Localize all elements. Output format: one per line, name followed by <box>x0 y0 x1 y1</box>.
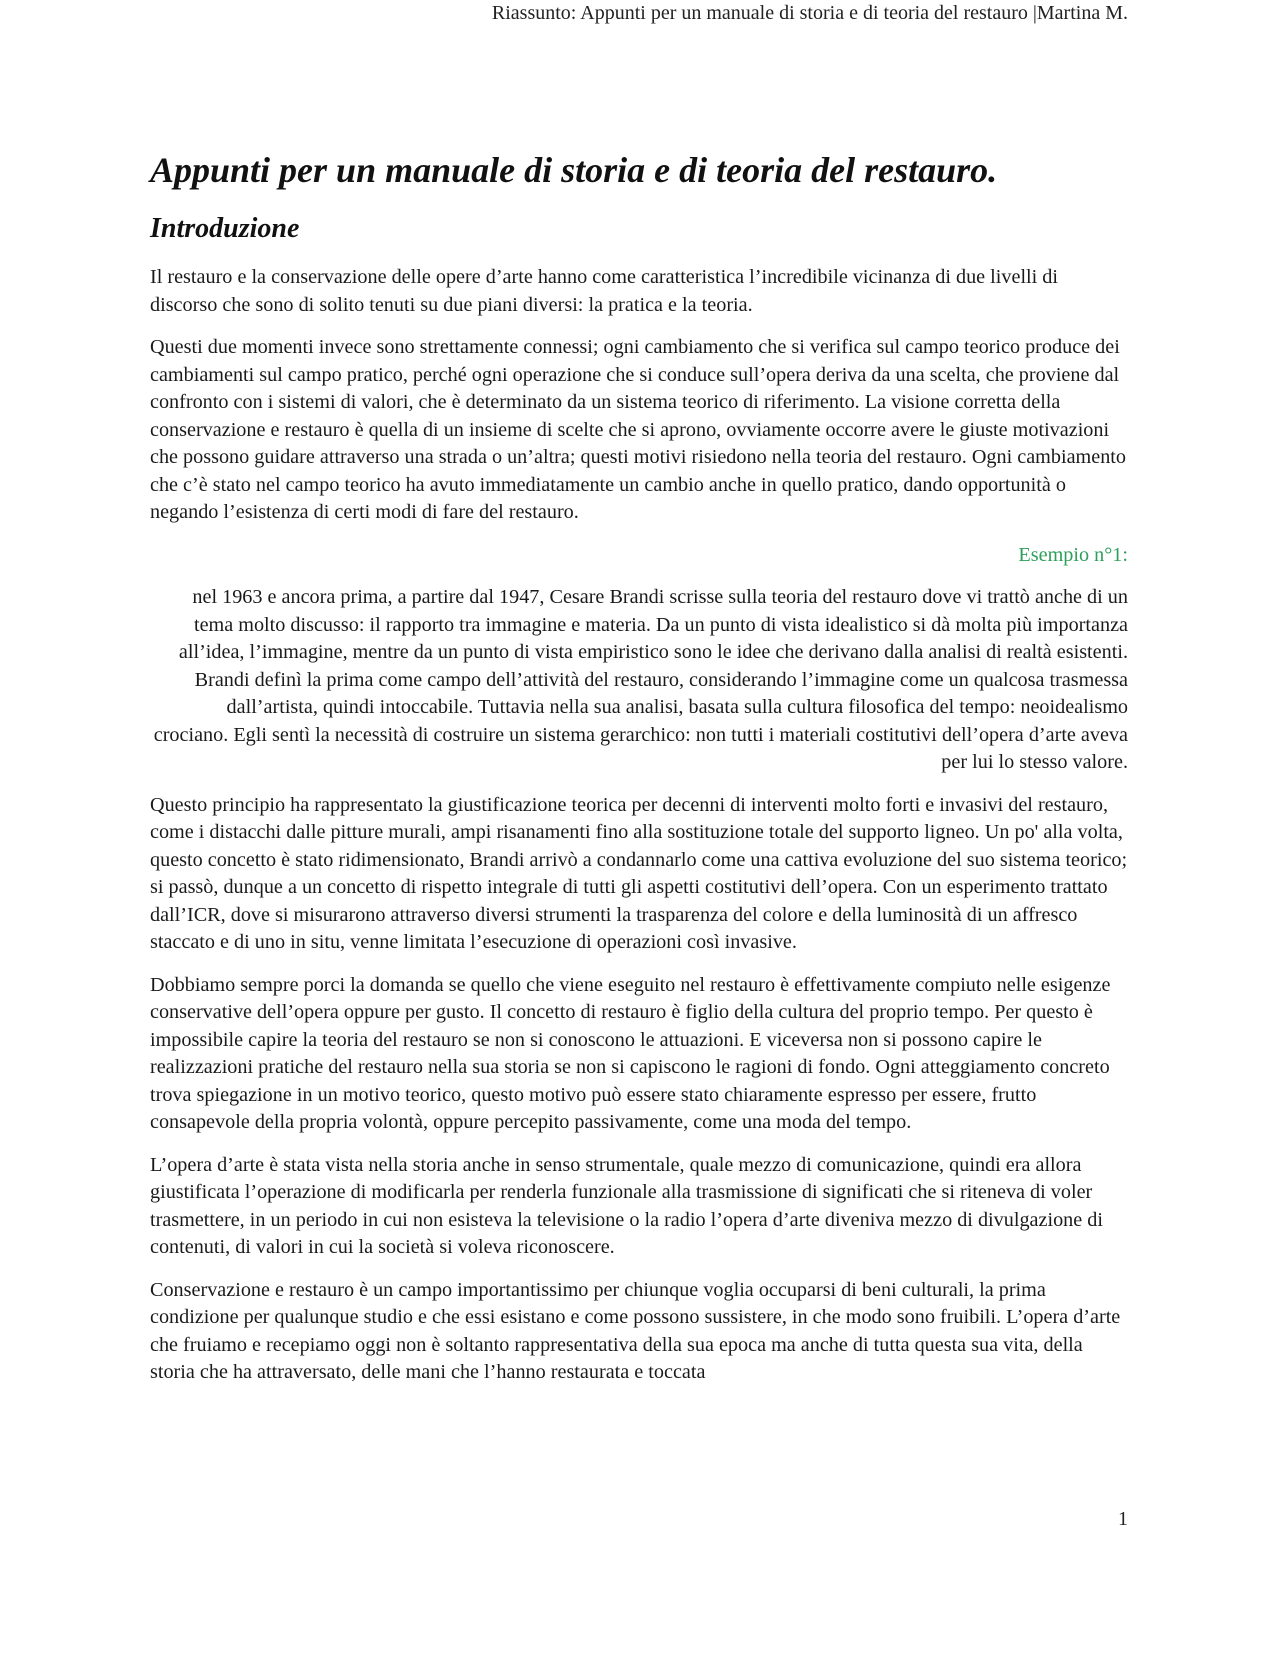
section-heading: Introduzione <box>150 213 300 244</box>
document-body <box>150 148 1128 1402</box>
paragraph-6: Conservazione e restauro è un campo importantissimo per chiunque voglia occuparsi di beni culturali, la prima condizione per qualunque studio e che essi esistano e come possono sussistere, in che modo sono fruibili. L’opera d’arte che fruiamo e recepiamo oggi non è soltanto rappresentativa della sua epoca ma anche di tutta questa sua vita, della storia che ha attraversato, delle mani che l’hanno restaurata e toccata <box>150 1278 1121 1383</box>
page-number: 1 <box>1118 1508 1128 1530</box>
paragraph-1: Il restauro e la conservazione delle opere d’arte hanno come caratteristica l’incredibile vicinanza di due livelli di discorso che sono di solito tenuti su due piani diversi: la pratica e la teoria. <box>150 266 1059 316</box>
paragraph-4: Dobbiamo sempre porci la domanda se quello che viene eseguito nel restauro è effettivamente compiuto nelle esigenze conservative dell’opera oppure per gusto. Il concetto di restauro è figlio della cultura del proprio tempo. Per questo è impossibile capire la teoria del restauro se non si conoscono le attuazioni. E viceversa non si possono capire le realizzazioni pratiche del restauro nella sua storia se non si capiscono le ragioni di fondo. Ogni atteggiamento concreto trova spiegazione in un motivo teorico, questo motivo può essere stato chiaramente espresso per essere, frutto consapevole della propria volontà, oppure percepito passivamente, come una moda del tempo. <box>150 973 1111 1133</box>
paragraph-2: Questi due momenti invece sono strettamente connessi; ogni cambiamento che si verifica sul campo teorico produce dei cambiamenti sul campo pratico, perché ogni operazione che si conduce sull’opera deriva da una scelta, che proviene dal confronto con i sistemi di valori, che è determinato da un sistema teorico di riferimento. La visione corretta della conservazione e restauro è quella di un insieme di scelte che si aprono, ovviamente occorre avere le giuste motivazioni che possono guidare attraverso una strada o un’altra; questi motivi risiedono nella teoria del restauro. Ogni cambiamento che c’è stato nel campo teorico ha avuto immediatamente un cambio anche in quello pratico, dando opportunità o negando l’esistenza di certi modi di fare del restauro. <box>150 336 1126 523</box>
example-label: Esempio n°1: <box>1018 543 1128 566</box>
paragraph-5: L’opera d’arte è stata vista nella storia anche in senso strumentale, quale mezzo di comunicazione, quindi era allora giustificata l’operazione di modificarla per renderla funzionale alla trasmissione di significati che si riteneva di voler trasmettere, in un periodo in cui non esisteva la televisione o la radio l’opera d’arte diveniva mezzo di divulgazione di contenuti, di valori in cui la società si voleva riconoscere. <box>150 1153 1103 1258</box>
document-title: Appunti per un manuale di storia e di teoria del restauro. <box>150 150 998 190</box>
paragraph-3: Questo principio ha rappresentato la giustificazione teorica per decenni di interventi molto forti e invasivi del restauro, come i distacchi dalle pitture murali, ampi risanamenti fino alla sostituzione totale del supporto ligneo. Un po' alla volta, questo concetto è stato ridimensionato, Brandi arrivò a condannarlo come una cattiva evoluzione del suo sistema teorico; si passò, dunque a un concetto di rispetto integrale di tutti gli aspetti costitutivi dell’opera. Con un esperimento trattato dall’ICR, dove si misurarono attraverso diversi strumenti la trasparenza del colore e della luminosità di un affresco staccato e di uno in situ, venne limitata l’esecuzione di operazioni così invasive. <box>150 793 1128 953</box>
example-text: nel 1963 e ancora prima, a partire dal 1947, Cesare Brandi scrisse sulla teoria del restauro dove vi trattò anche di un tema molto discusso: il rapporto tra immagine e materia. Da un punto di vista idealistico si dà molta più importanza all’idea, l’immagine, mentre da un punto di vista empiristico sono le idee che derivano dalla analisi di realtà esistenti. Brandi definì la prima come campo dell’attività del restauro, considerando l’immagine come un qualcosa trasmessa dall’artista, quindi intoccabile. Tuttavia nella sua analisi, basata sulla cultura filosofica del tempo: neoidealismo crociano. Egli sentì la necessità di costruire un sistema gerarchico: non tutti i materiali costitutivi dell’opera d’arte aveva per lui lo stesso valore. <box>153 586 1128 773</box>
running-header: Riassunto: Appunti per un manuale di storia e di teoria del restauro |Martina M. <box>491 2 1128 24</box>
